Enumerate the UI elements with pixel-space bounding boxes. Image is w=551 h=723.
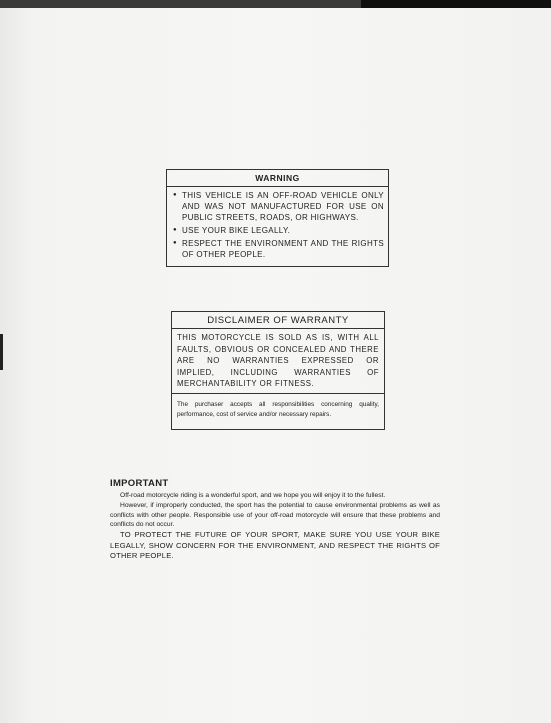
warning-box — [166, 169, 389, 267]
warning-title: WARNING — [167, 170, 388, 187]
disclaimer-body: THIS MOTORCYCLE IS SOLD AS IS, WITH ALL FAULTS, OBVIOUS OR CONCEALED AND THERE ARE NO WARRANTIES EXPRESSED OR IMPLIED, INCLUDING WARRANTIES OF MERCHANTABILITY OR FITNESS. — [177, 333, 379, 388]
important-paragraph-2: However, if improperly conducted, the sport has the potential to cause environmental problems as well as conflicts with other people. Responsible use of your off-road motorcycle will ensure that these problems and conflicts do not occur. — [110, 501, 440, 529]
disclaimer-note: The purchaser accepts all responsibilities concerning quality, performance, cost of service and/or necessary repairs. — [177, 400, 379, 418]
disclaimer-box — [171, 311, 385, 430]
disclaimer-title: DISCLAIMER OF WARRANTY — [172, 312, 384, 329]
page-top-edge — [0, 0, 551, 8]
important-heading: IMPORTANT — [110, 478, 169, 489]
warning-item: ● RESPECT THE ENVIRONMENT AND THE RIGHTS OF OTHER PEOPLE. — [173, 238, 384, 260]
warning-item: ● USE YOUR BIKE LEGALLY. — [173, 225, 384, 236]
important-section — [110, 478, 440, 562]
warning-list — [167, 187, 388, 260]
important-paragraph-1: Off-road motorcycle riding is a wonderful sport, and we hope you will enjoy it to the fullest. — [120, 492, 386, 499]
binding-mark — [0, 334, 3, 370]
important-paragraph-3: TO PROTECT THE FUTURE OF YOUR SPORT, MAKE SURE YOU USE YOUR BIKE LEGALLY, SHOW CONCERN FOR THE ENVIRONMENT, AND RESPECT THE RIGHTS OF OTHER PEOPLE. — [110, 530, 440, 561]
warning-item: ● THIS VEHICLE IS AN OFF-ROAD VEHICLE ONLY AND WAS NOT MANUFACTURED FOR USE ON PUBLIC STREETS, ROADS, OR HIGHWAYS. — [173, 190, 384, 223]
